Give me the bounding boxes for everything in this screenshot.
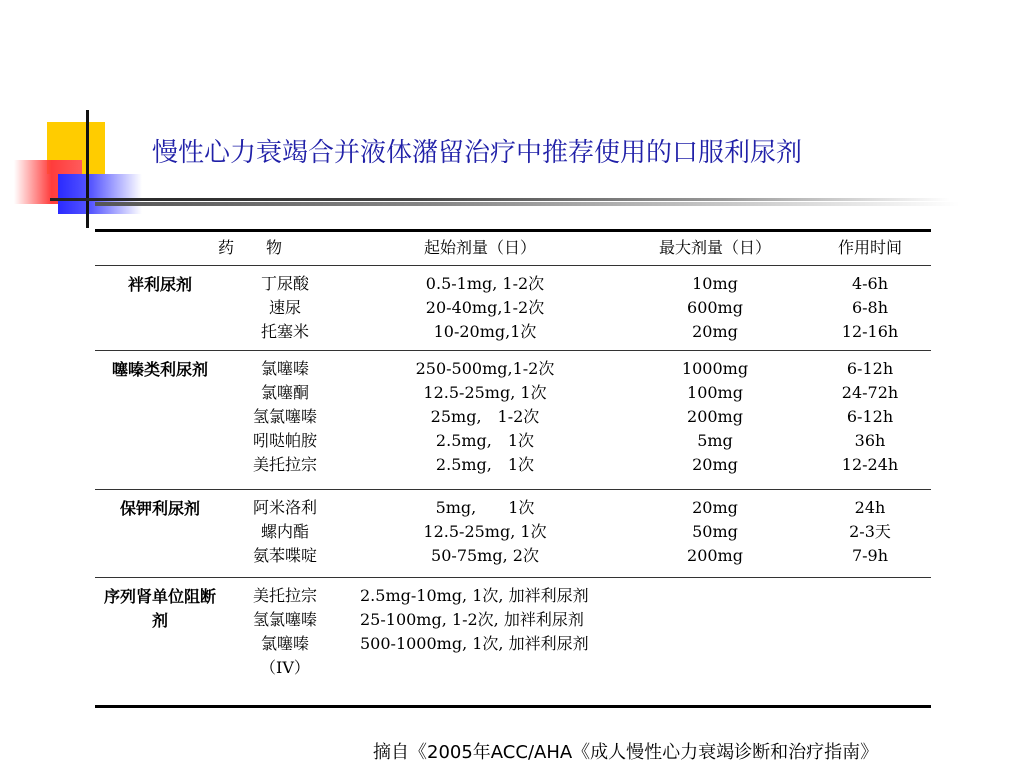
drug-name: 螺内酯 <box>260 522 309 541</box>
group-rule <box>95 577 931 578</box>
drug-name: 氯噻嗪 <box>260 359 309 378</box>
table-top-rule <box>95 229 931 232</box>
drug-name: 氯噻嗪 <box>260 634 309 653</box>
start-dose-list <box>400 272 570 344</box>
max-dose: 200mg <box>687 546 743 565</box>
start-dose: 0.5-1mg, 1-2次 <box>425 274 545 293</box>
duration: 6-8h <box>851 298 889 317</box>
start-dose: 10-20mg,1次 <box>433 322 537 341</box>
start-dose: 25mg, 1-2次 <box>430 407 540 426</box>
decor-vertical-line <box>86 110 89 228</box>
max-dose: 600mg <box>687 298 743 317</box>
drug-name: 氨苯喋啶 <box>252 546 317 565</box>
start-dose: 2.5mg, 1次 <box>435 455 535 474</box>
start-dose-list <box>360 584 650 656</box>
drug-name: 吲哒帕胺 <box>252 431 317 450</box>
start-dose: 500-1000mg, 1次, 加袢利尿剂 <box>360 634 589 653</box>
drug-name: （IV） <box>260 658 310 677</box>
max-dose: 10mg <box>692 274 738 293</box>
drug-name: 氯噻酮 <box>260 383 309 402</box>
drug-name: 美托拉宗 <box>252 586 317 605</box>
max-dose: 20mg <box>692 455 738 474</box>
max-dose: 20mg <box>692 322 738 341</box>
drug-name: 托塞米 <box>260 322 309 341</box>
category-label: 袢利尿剂 <box>127 275 192 294</box>
header-start-dose: 起始剂量（日） <box>423 238 536 257</box>
start-dose: 50-75mg, 2次 <box>431 546 539 565</box>
start-dose: 250-500mg,1-2次 <box>415 359 555 378</box>
duration: 7-9h <box>851 546 889 565</box>
max-dose: 100mg <box>687 383 743 402</box>
max-dose: 50mg <box>692 522 738 541</box>
duration: 12-16h <box>841 322 899 341</box>
drug-name: 氢氯噻嗪 <box>252 407 317 426</box>
drug-list <box>230 357 340 477</box>
drug-list <box>230 272 340 344</box>
max-dose: 5mg <box>697 431 733 450</box>
drug-name: 美托拉宗 <box>252 455 317 474</box>
max-dose: 1000mg <box>681 359 749 378</box>
drug-name: 速尿 <box>268 298 301 317</box>
header-drug: 药 物 <box>217 238 282 257</box>
decor-horizontal-line-2 <box>95 202 960 206</box>
start-dose: 2.5mg, 1次 <box>435 431 535 450</box>
start-dose: 2.5mg-10mg, 1次, 加袢利尿剂 <box>360 586 589 605</box>
drug-name: 丁尿酸 <box>260 274 309 293</box>
source-citation: 摘自《2005年ACC/AHA《成人慢性心力衰竭诊断和治疗指南》 <box>373 742 879 763</box>
duration-list <box>810 496 930 568</box>
max-dose-list <box>655 496 775 568</box>
decor-horizontal-line <box>50 198 950 201</box>
start-dose: 12.5-25mg, 1次 <box>423 522 547 541</box>
max-dose: 200mg <box>687 407 743 426</box>
duration: 24-72h <box>841 383 899 402</box>
duration: 24h <box>854 498 886 517</box>
max-dose-list <box>655 272 775 344</box>
group-rule <box>95 489 931 490</box>
decor-blue-square <box>58 174 142 214</box>
header-duration: 作用时间 <box>837 238 902 257</box>
start-dose-list <box>400 496 570 568</box>
category-label: 序列肾单位阻断剂 <box>103 587 216 630</box>
duration-list <box>810 357 930 477</box>
table-bottom-rule <box>95 705 931 708</box>
start-dose-list <box>400 357 570 477</box>
duration: 6-12h <box>846 359 894 378</box>
duration: 2-3天 <box>849 522 891 541</box>
drug-name: 氢氯噻嗪 <box>252 610 317 629</box>
group-rule <box>95 350 931 351</box>
start-dose: 12.5-25mg, 1次 <box>423 383 547 402</box>
category-label: 保钾利尿剂 <box>119 499 200 518</box>
drug-list <box>230 496 340 568</box>
header-rule <box>95 265 931 266</box>
duration: 4-6h <box>851 274 889 293</box>
duration: 6-12h <box>846 407 894 426</box>
start-dose: 25-100mg, 1-2次, 加袢利尿剂 <box>360 610 584 629</box>
duration-list <box>810 272 930 344</box>
category-label: 噻嗪类利尿剂 <box>111 360 208 379</box>
slide-title: 慢性心力衰竭合并液体潴留治疗中推荐使用的口服利尿剂 <box>152 138 803 168</box>
duration: 12-24h <box>841 455 899 474</box>
max-dose-list <box>655 357 775 477</box>
drug-list <box>230 584 340 680</box>
start-dose: 5mg, 1次 <box>435 498 535 517</box>
duration: 36h <box>854 431 886 450</box>
start-dose: 20-40mg,1-2次 <box>425 298 545 317</box>
header-max-dose: 最大剂量（日） <box>658 238 771 257</box>
drug-name: 阿米洛利 <box>252 498 317 517</box>
max-dose: 20mg <box>692 498 738 517</box>
